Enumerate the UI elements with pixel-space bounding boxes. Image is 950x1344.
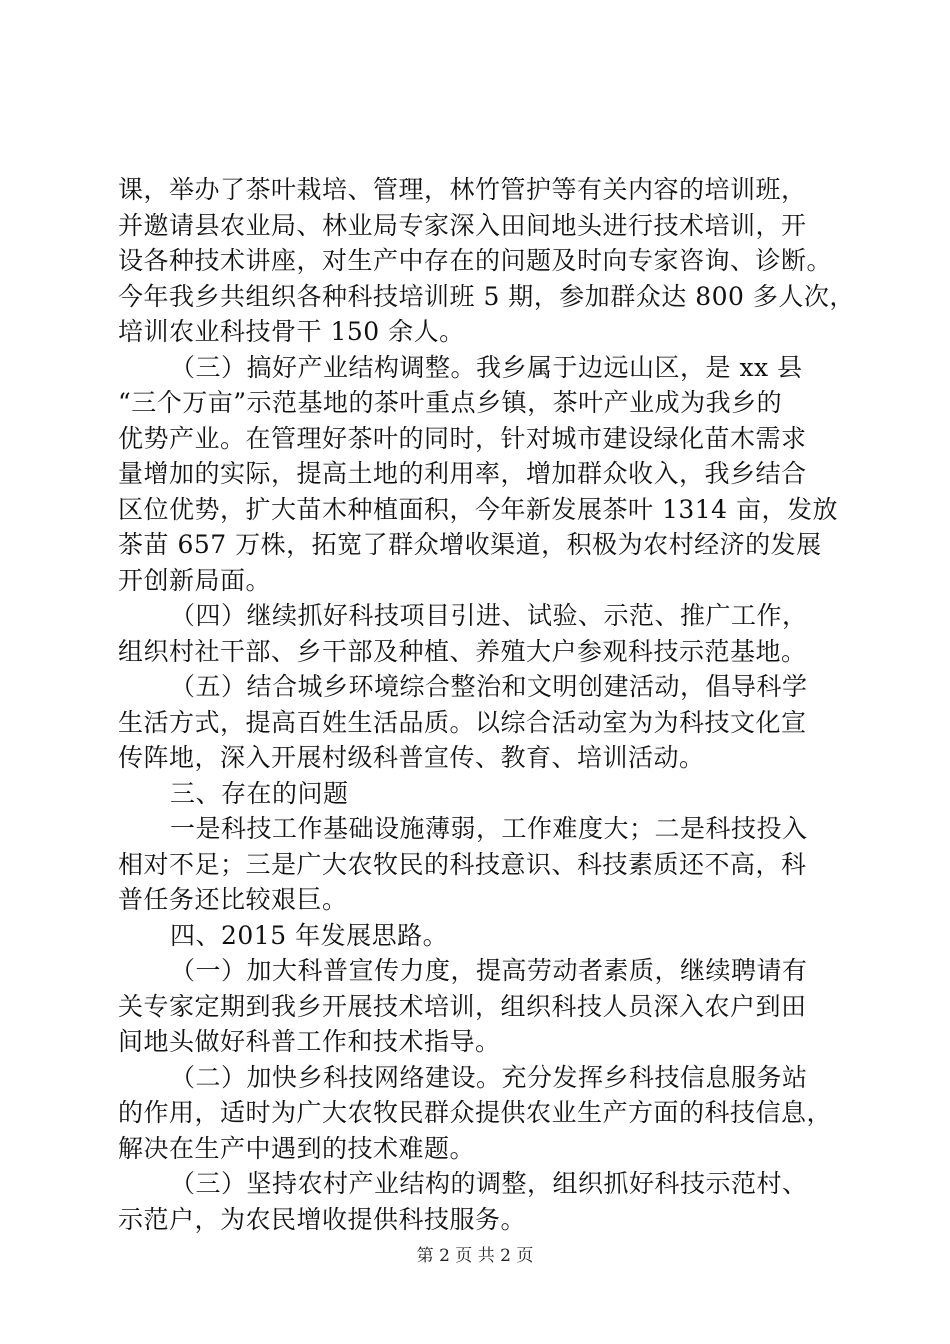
text-line: 示范户，为农民增收提供科技服务。	[118, 1204, 527, 1234]
text-line: 区位优势，扩大苗木种植面积，今年新发展茶叶 1314 亩，发放	[118, 494, 839, 524]
text-line: 课，举办了茶叶栽培、管理，林竹管护等有关内容的培训班，	[118, 175, 807, 204]
text-line: 优势产业。在管理好茶叶的同时，针对城市建设绿化苗木需求	[118, 423, 807, 453]
text-line: 生活方式，提高百姓生活品质。以综合活动室为为科技文化宣	[118, 707, 807, 737]
text-line: 的作用，适时为广大农牧民群众提供农业生产方面的科技信息，	[118, 1098, 833, 1127]
text-line: 相对不足；三是广大农牧民的科技意识、科技素质还不高，科	[118, 849, 807, 879]
text-line: 组织村社干部、乡干部及种植、养殖大户参观科技示范基地。	[118, 636, 807, 666]
text-line: 一是科技工作基础设施薄弱，工作难度大；二是科技投入	[170, 814, 808, 843]
text-line: 传阵地，深入开展村级科普宣传、教育、培训活动。	[118, 743, 705, 772]
text-line: 设各种技术讲座，对生产中存在的问题及时向专家咨询、诊断。	[118, 246, 833, 275]
section-heading-plans: 四、2015 年发展思路。	[170, 920, 449, 950]
text-line: 培训农业科技骨干 150 余人。	[118, 317, 465, 346]
text-line: 今年我乡共组织各种科技培训班 5 期，参加群众达 800 多人次，	[118, 281, 855, 311]
page-number-footer: 第 2 页 共 2 页	[416, 1246, 534, 1266]
paragraph-three-heading: （三）搞好产业结构调整。我乡属于边远山区，是 xx 县	[170, 352, 803, 382]
text-line: 茶苗 657 万株，拓宽了群众增收渠道，积极为农村经济的发展	[118, 530, 822, 559]
plan-item-two: （二）加快乡科技网络建设。充分发挥乡科技信息服务站	[170, 1062, 808, 1092]
text-line: 开创新局面。	[118, 565, 272, 595]
text-line: 解决在生产中遇到的技术难题。	[118, 1133, 476, 1163]
section-heading-problems: 三、存在的问题	[170, 778, 349, 808]
plan-item-three: （三）坚持农村产业结构的调整，组织抓好科技示范村、	[170, 1169, 808, 1198]
document-body	[118, 172, 855, 1237]
paragraph-five-heading: （五）结合城乡环境综合整治和文明创建活动，倡导科学	[170, 672, 808, 701]
text-line: 间地头做好科普工作和技术指导。	[118, 1027, 501, 1056]
text-line: 并邀请县农业局、林业局专家深入田间地头进行技术培训，开	[118, 210, 807, 240]
text-line: 关专家定期到我乡开展技术培训，组织科技人员深入农户到田	[118, 991, 807, 1021]
text-line: 量增加的实际，提高土地的利用率，增加群众收入，我乡结合	[118, 459, 807, 488]
plan-item-one: （一）加大科普宣传力度，提高劳动者素质，继续聘请有	[170, 956, 808, 985]
text-line: “三个万亩”示范基地的茶叶重点乡镇，茶叶产业成为我乡的	[118, 388, 783, 417]
paragraph-four-heading: （四）继续抓好科技项目引进、试验、示范、推广工作，	[170, 601, 808, 630]
text-line: 普任务还比较艰巨。	[118, 885, 348, 914]
